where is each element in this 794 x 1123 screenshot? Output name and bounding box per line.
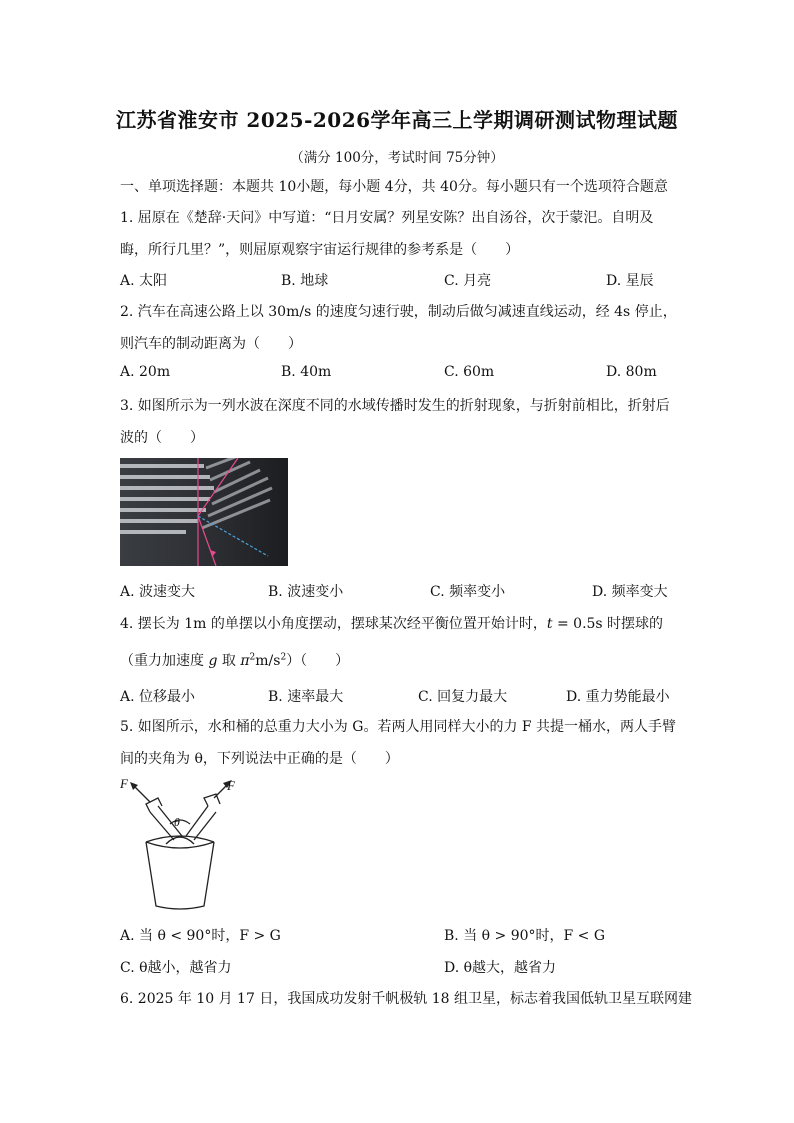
q3-option-b: B. 波速变小 <box>268 584 344 600</box>
q5-option-b: B. 当 θ > 90°时，F < G <box>444 928 606 944</box>
water-wave-refraction-photo <box>120 458 288 566</box>
q5-stem-line2: 间的夹角为 θ，下列说法中正确的是（ ） <box>120 751 399 767</box>
q2-option-c: C. 60m <box>444 364 495 380</box>
page-subtitle: （满分 100分，考试时间 75分钟） <box>290 150 504 166</box>
q4-option-d: D. 重力势能最小 <box>566 689 670 705</box>
q5-option-c: C. θ越小，越省力 <box>120 960 232 976</box>
q4-time-symbol: t <box>546 616 553 632</box>
q2-option-d: D. 80m <box>606 364 657 380</box>
q3-option-a: A. 波速变大 <box>120 584 196 600</box>
q1-stem-line1: 1. 屈原在《楚辞·天问》中写道：“日月安属？列星安陈？出自汤谷，次于蒙汜。自明及 <box>120 210 654 226</box>
q4-line2-mid: 取 <box>217 653 241 669</box>
fig-label-theta: θ <box>174 815 180 829</box>
q4-pi-symbol: π <box>240 653 250 669</box>
q3-option-d: D. 频率变大 <box>592 584 668 600</box>
q4-option-c: C. 回复力最大 <box>418 689 508 705</box>
q5-option-d: D. θ越大，越省力 <box>444 960 557 976</box>
q4-unit: m/s <box>255 653 281 669</box>
q4-option-a: A. 位移最小 <box>120 689 196 705</box>
q6-stem-line1: 6. 2025 年 10 月 17 日，我国成功发射千帆极轨 18 组卫星，标志着我国低轨卫星互联网建 <box>120 991 693 1007</box>
q4-line1-text: 4. 摆长为 1m 的单摆以小角度摆动，摆球某次经平衡位置开始计时， <box>120 616 547 632</box>
page-title: 江苏省淮安市 2025-2026学年高三上学期调研测试物理试题 <box>115 108 679 132</box>
q1-stem-line2: 晦，所行几里？”，则屈原观察宇宙运行规律的参考系是（ ） <box>120 242 520 258</box>
q5-stem-line1: 5. 如图所示，水和桶的总重力大小为 G。若两人用同样大小的力 F 共提一桶水，两人手臂 <box>120 719 677 735</box>
q3-stem-line1: 3. 如图所示为一列水波在深度不同的水域传播时发生的折射现象，与折射前相比，折射后 <box>120 398 670 414</box>
q4-g-symbol: g <box>208 653 218 669</box>
fig-label-f-left: F <box>120 776 128 791</box>
q2-stem-line1: 2. 汽车在高速公路上以 30m/s 的速度匀速行驶，制动后做匀减速直线运动，经 4s 停止， <box>120 304 677 320</box>
q3-stem-line2: 波的（ ） <box>120 430 204 446</box>
q4-line2-text: （重力加速度 <box>120 653 209 669</box>
fig-label-f-right: F <box>227 778 235 793</box>
q4-pi-exponent: 2 <box>249 652 256 663</box>
q1-option-c: C. 月亮 <box>444 273 492 289</box>
q2-stem-line2: 则汽车的制动距离为（ ） <box>120 336 302 352</box>
q4-line1-tail: = 0.5s 时摆球的 <box>552 616 664 632</box>
q2-option-b: B. 40m <box>281 364 332 380</box>
q4-unit-exponent: 2 <box>280 652 287 663</box>
q4-option-b: B. 速率最大 <box>268 689 344 705</box>
bucket-two-forces-diagram <box>116 774 244 914</box>
q4-stem-line2 <box>120 650 680 670</box>
q2-option-a: A. 20m <box>120 364 171 380</box>
q5-option-a: A. 当 θ < 90°时，F > G <box>120 928 281 944</box>
q3-option-c: C. 频率变小 <box>430 584 506 600</box>
q1-option-b: B. 地球 <box>281 273 329 289</box>
q4-line2-tail: ）（ ） <box>286 653 350 669</box>
section-heading: 一、单项选择题：本题共 10小题，每小题 4分，共 40分。每小题只有一个选项符合题意 <box>120 179 668 195</box>
q4-stem-line1 <box>120 613 680 633</box>
q1-option-d: D. 星辰 <box>606 273 654 289</box>
q1-option-a: A. 太阳 <box>120 273 168 289</box>
